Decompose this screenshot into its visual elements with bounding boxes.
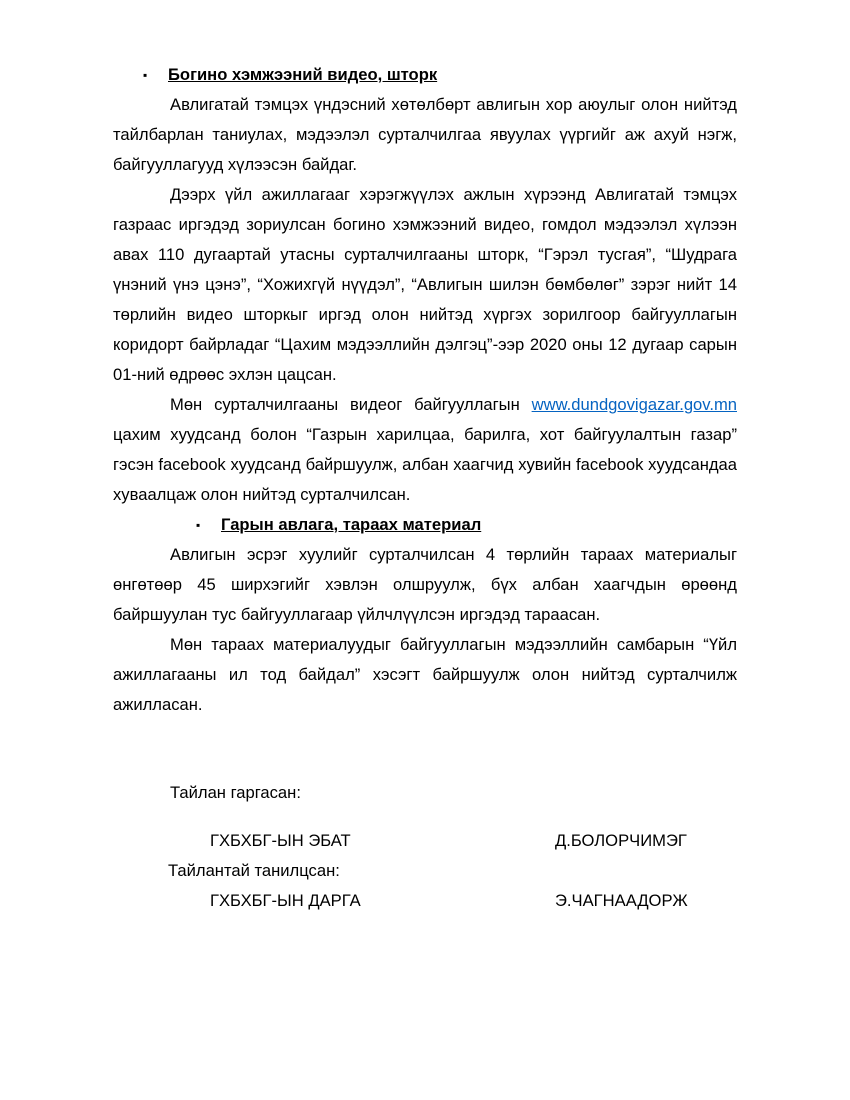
paragraph-video-distribution-after-link: цахим хуудсанд болон “Газрын харилцаа, барилга, хот байгуулалтын газар” гэсэн facebook хуудсанд байршуулж, албан хаагчид хувийн facebook хуудсандаа хуваалцаж олон нийтэд сурталчилсан. <box>113 425 737 504</box>
signature-row-prepared <box>210 826 737 856</box>
signature-name-chagnaadorj: Э.ЧАГНААДОРЖ <box>555 891 688 910</box>
prepared-by-label: Тайлан гаргасан: <box>170 783 301 802</box>
signature-title-ebat: ГХБХБГ-ЫН ЭБАТ <box>210 831 351 850</box>
paragraph-video-shtork-details: Дээрх үйл ажиллагааг хэрэгжүүлэх ажлын хүрээнд Авлигатай тэмцэх газраас иргэдэд зориулсан богино хэмжээний видео, гомдол мэдээлэл хүлээн авах 110 дугаартай утасны сурталчилгааны шторк, “Гэрэл тусгая”, “Шудрага үнэний үнэ цэнэ”, “Хожихгүй нүүдэл”, “Авлигын шилэн бөмбөлөг” зэрэг нийт 14 төрлийн видео шторкыг иргэд олон нийтэд хүргэх зорилгоор байгууллагын коридорт байрладаг “Цахим мэдээллийн дэлгэц”-ээр 2020 оны 12 дугаар сарын 01-ний өдрөөс эхлэн цацсан. <box>113 185 737 384</box>
square-bullet-icon: ▪ <box>196 518 201 532</box>
paragraph-duty-explanation: Авлигатай тэмцэх үндэсний хөтөлбөрт авлигын хор аюулыг олон нийтэд тайлбарлан таниулах, мэдээлэл сурталчилгаа явуулах үүргийг аж ахуй нэгж, байгууллагууд хүлээсэн байдаг. <box>113 95 737 174</box>
signature-block <box>113 778 737 916</box>
website-link[interactable]: www.dundgovigazar.gov.mn <box>531 395 737 414</box>
paragraph-video-distribution-before-link: Мөн сурталчилгааны видеог байгууллагын <box>170 395 532 414</box>
section-heading-video-shtork-text: Богино хэмжээний видео, шторк <box>168 65 438 84</box>
section-heading-handout-material-text: Гарын авлага, тараах материал <box>221 515 482 534</box>
signature-row-reviewed <box>210 886 737 916</box>
signature-name-bolorchimeg: Д.БОЛОРЧИМЭГ <box>555 831 687 850</box>
document-content <box>113 60 737 916</box>
paragraph-handout-printing: Авлигын эсрэг хуулийг сурталчилсан 4 төрлийн тараах материалыг өнгөтөөр 45 ширхэгийг хэвлэн олшруулж, бүх албан хаагчдын өрөөнд байршуулан тус байгууллагаар үйлчлүүлсэн иргэдэд тараасан. <box>113 545 737 624</box>
section-heading-handout-material <box>196 510 737 540</box>
reviewed-by-label: Тайлантай танилцсан: <box>168 861 340 880</box>
square-bullet-icon: ▪ <box>143 68 148 82</box>
paragraph-handout-board: Мөн тараах материалуудыг байгууллагын мэдээллийн самбарын “Үйл ажиллагааны ил тод байдал” хэсэгт байршуулж олон нийтэд сурталчилж ажилласан. <box>113 635 737 714</box>
section-heading-video-shtork <box>143 60 737 90</box>
signature-title-darga: ГХБХБГ-ЫН ДАРГА <box>210 891 361 910</box>
paragraph-video-distribution <box>113 390 737 510</box>
